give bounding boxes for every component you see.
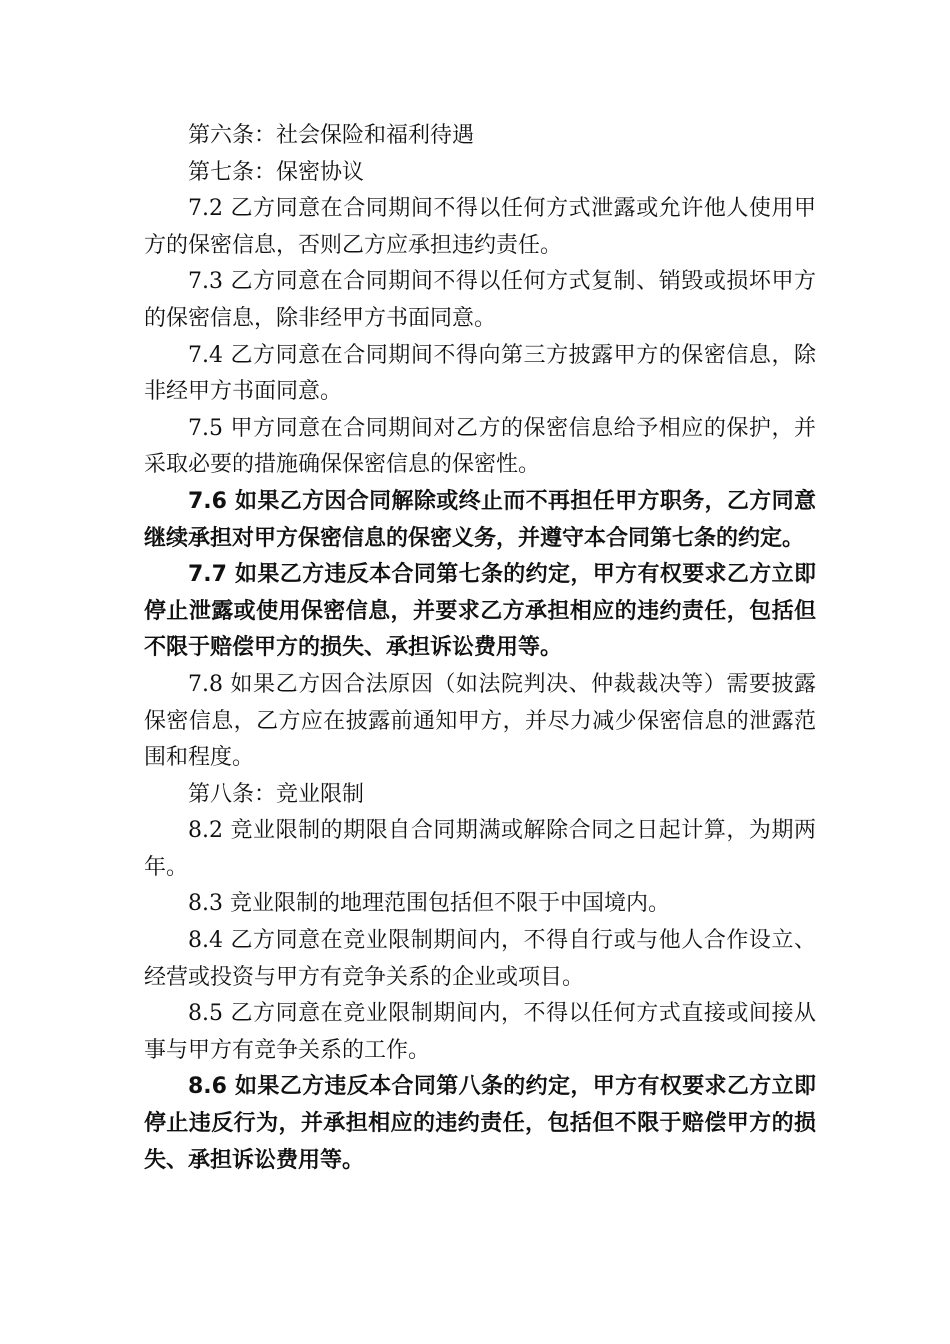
- clause-7-3: 7.3 乙方同意在合同期间不得以任何方式复制、销毁或损坏甲方的保密信息，除非经甲方书面同意。: [144, 269, 816, 331]
- clause-8-6: 8.6 如果乙方违反本合同第八条的约定，甲方有权要求乙方立即停止违反行为，并承担相应的违约责任，包括但不限于赔偿甲方的损失、承担诉讼费用等。: [144, 1074, 816, 1173]
- clause-7-4: 7.4 乙方同意在合同期间不得向第三方披露甲方的保密信息，除非经甲方书面同意。: [144, 342, 816, 405]
- clause-7-5: 7.5 甲方同意在合同期间对乙方的保密信息给予相应的保护，并采取必要的措施确保保密信息的保密性。: [144, 415, 816, 478]
- clause-8-4: 8.4 乙方同意在竞业限制期间内，不得自行或与他人合作设立、经营或投资与甲方有竞争关系的企业或项目。: [144, 928, 816, 990]
- clause-7-2: 7.2 乙方同意在合同期间不得以任何方式泄露或允许他人使用甲方的保密信息，否则乙方应承担违约责任。: [144, 196, 816, 258]
- document-body: [144, 118, 816, 1179]
- clause-7-8: 7.8 如果乙方因合法原因（如法院判决、仲裁裁决等）需要披露保密信息，乙方应在披露前通知甲方，并尽力减少保密信息的泄露范围和程度。: [144, 671, 816, 771]
- article-6-heading: 第六条：社会保险和福利待遇: [188, 123, 475, 148]
- clause-8-5: 8.5 乙方同意在竞业限制期间内，不得以任何方式直接或间接从事与甲方有竞争关系的工作。: [144, 1001, 816, 1063]
- article-8-heading: 第八条：竞业限制: [188, 781, 365, 807]
- clause-7-7: 7.7 如果乙方违反本合同第七条的约定，甲方有权要求乙方立即停止泄露或使用保密信息，并要求乙方承担相应的违约责任，包括但不限于赔偿甲方的损失、承担诉讼费用等。: [144, 562, 816, 661]
- clause-8-2: 8.2 竞业限制的期限自合同期满或解除合同之日起计算，为期两年。: [144, 818, 816, 880]
- clause-8-3: 8.3 竞业限制的地理范围包括但不限于中国境内。: [188, 891, 670, 917]
- clause-7-6: 7.6 如果乙方因合同解除或终止而不再担任甲方职务，乙方同意继续承担对甲方保密信息的保密义务，并遵守本合同第七条的约定。: [144, 488, 816, 551]
- article-7-heading: 第七条：保密协议: [188, 159, 365, 185]
